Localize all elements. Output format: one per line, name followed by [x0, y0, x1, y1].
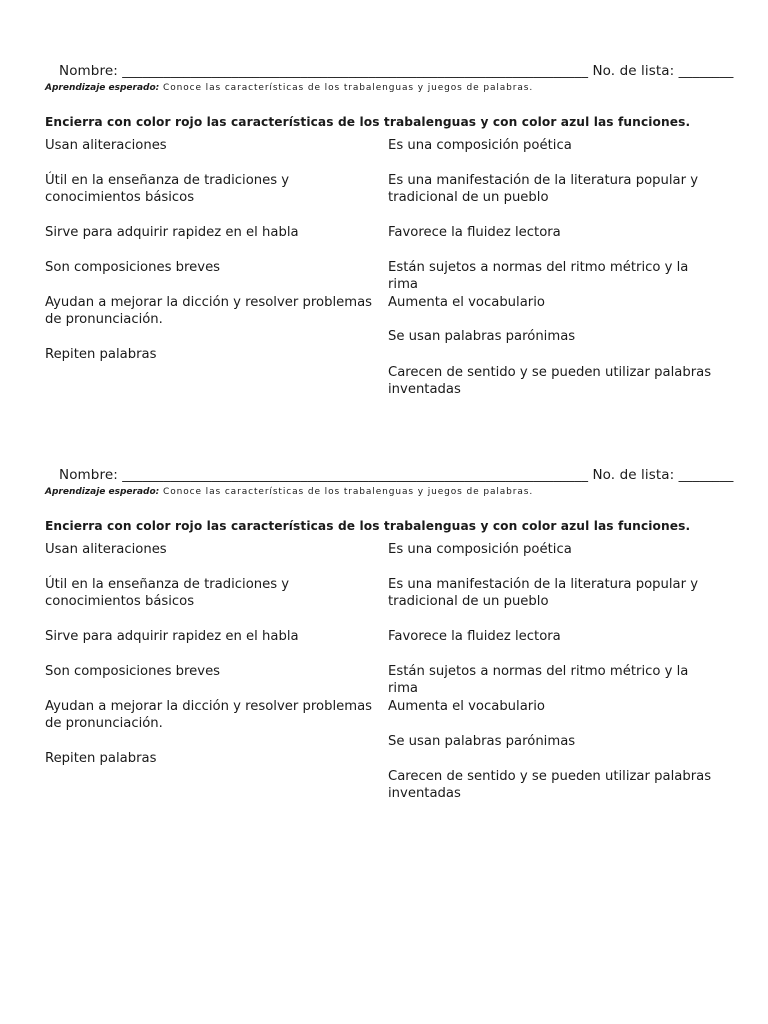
name-and-list-number-field[interactable]: Nombre: ____________________________________________________________________ No. de lista: ________ [59, 467, 734, 483]
name-and-list-number-field[interactable]: Nombre: ____________________________________________________________________ No. de lista: ________ [59, 63, 734, 79]
right-item[interactable]: Aumenta el vocabulario [388, 295, 545, 310]
left-item[interactable]: Usan aliteraciones [45, 138, 167, 153]
right-item[interactable]: Aumenta el vocabulario [388, 699, 545, 714]
right-item[interactable]: Es una composición poética [388, 542, 572, 557]
right-item[interactable]: Carecen de sentido y se pueden utilizar palabras inventadas [388, 769, 712, 801]
left-item[interactable]: Útil en la enseñanza de tradiciones y conocimientos básicos [45, 577, 290, 609]
right-item[interactable]: Favorece la fluidez lectora [388, 225, 561, 240]
left-item[interactable]: Usan aliteraciones [45, 542, 167, 557]
right-item[interactable]: Se usan palabras parónimas [388, 734, 576, 749]
right-item[interactable]: Es una manifestación de la literatura popular y tradicional de un pueblo [388, 173, 699, 205]
left-item[interactable]: Sirve para adquirir rapidez en el habla [45, 225, 299, 240]
left-item[interactable]: Útil en la enseñanza de tradiciones y conocimientos básicos [45, 173, 290, 205]
right-item[interactable]: Carecen de sentido y se pueden utilizar palabras inventadas [388, 365, 712, 397]
right-item[interactable]: Es una manifestación de la literatura popular y tradicional de un pueblo [388, 577, 699, 609]
expected-learning-text: Conoce las características de los trabalenguas y juegos de palabras. [159, 487, 534, 497]
expected-learning [45, 487, 533, 497]
expected-learning-label: Aprendizaje esperado: [45, 487, 160, 497]
left-item[interactable]: Sirve para adquirir rapidez en el habla [45, 629, 299, 644]
expected-learning [45, 83, 533, 93]
expected-learning-label: Aprendizaje esperado: [45, 83, 160, 93]
left-item[interactable]: Repiten palabras [45, 347, 157, 362]
right-item[interactable]: Están sujetos a normas del ritmo métrico y la rima [388, 664, 689, 696]
right-item[interactable]: Están sujetos a normas del ritmo métrico y la rima [388, 260, 689, 292]
left-item[interactable]: Son composiciones breves [45, 664, 221, 679]
right-item[interactable]: Es una composición poética [388, 138, 572, 153]
left-item[interactable]: Son composiciones breves [45, 260, 221, 275]
instruction-text: Encierra con color rojo las características de los trabalenguas y con color azul las funciones. [45, 519, 691, 533]
left-item[interactable]: Repiten palabras [45, 751, 157, 766]
left-item[interactable]: Ayudan a mejorar la dicción y resolver problemas de pronunciación. [45, 699, 373, 731]
right-item[interactable]: Favorece la fluidez lectora [388, 629, 561, 644]
left-item[interactable]: Ayudan a mejorar la dicción y resolver problemas de pronunciación. [45, 295, 373, 327]
expected-learning-text: Conoce las características de los trabalenguas y juegos de palabras. [159, 83, 534, 93]
right-item[interactable]: Se usan palabras parónimas [388, 329, 576, 344]
instruction-text: Encierra con color rojo las características de los trabalenguas y con color azul las funciones. [45, 115, 691, 129]
